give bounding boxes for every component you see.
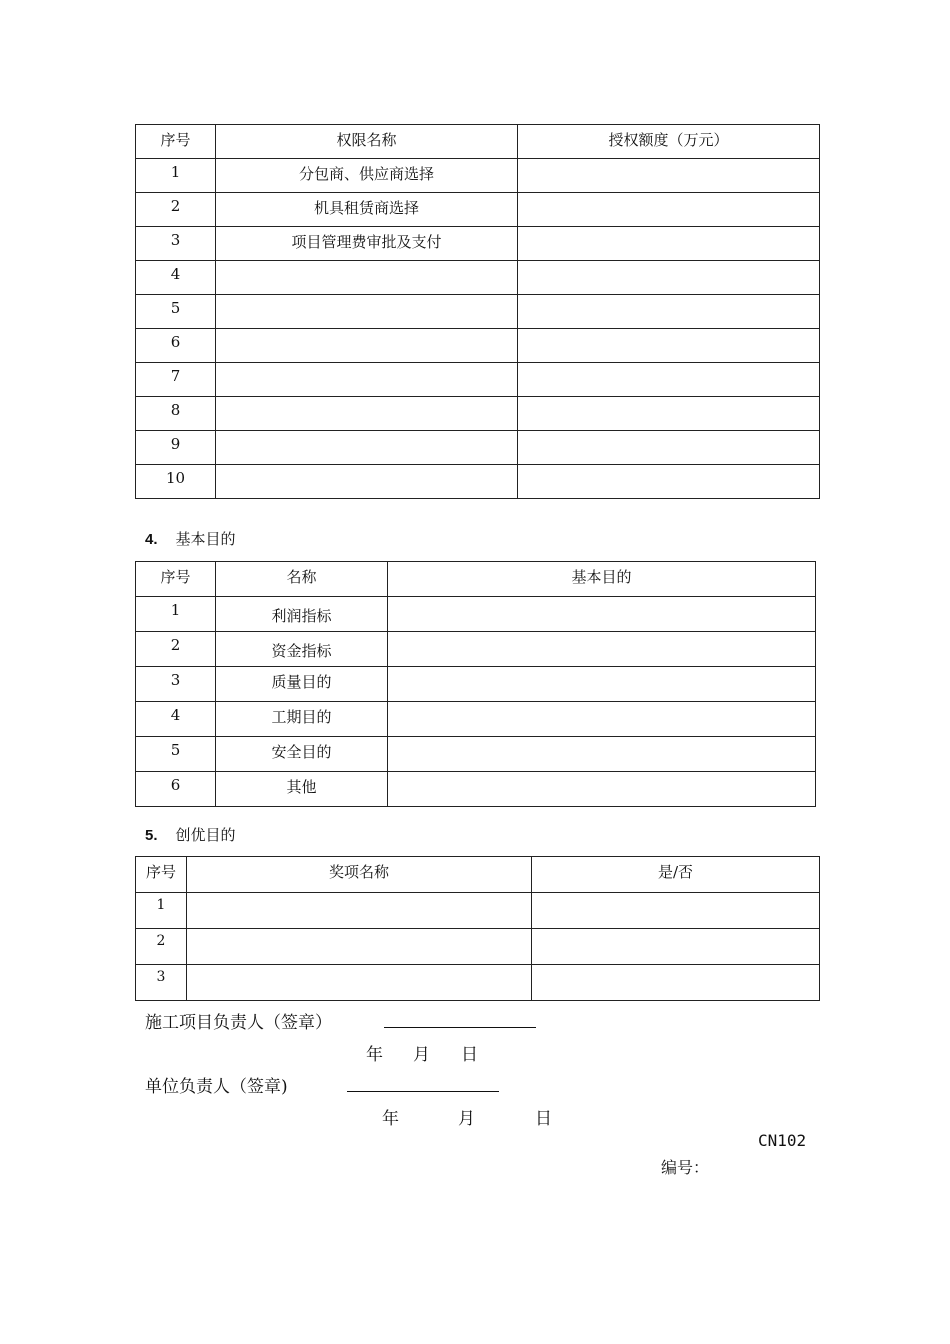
table-row xyxy=(136,772,816,807)
table-header-row xyxy=(136,125,820,159)
authority-table xyxy=(135,124,820,499)
project-lead-date-month: 月 xyxy=(413,1045,430,1065)
cell-index: 1 xyxy=(136,893,187,929)
project-lead-signature-label: 施工项目负责人（签章） xyxy=(145,1013,332,1033)
cell-name: 工期目的 xyxy=(216,702,388,737)
project-lead-date-year: 年 xyxy=(366,1045,383,1065)
section-5-number: 5. xyxy=(145,827,158,844)
cell-amount[interactable] xyxy=(518,329,820,363)
cell-objective[interactable] xyxy=(388,597,816,632)
table-row xyxy=(136,159,820,193)
cell-name: 安全目的 xyxy=(216,737,388,772)
col-header-index: 序号 xyxy=(136,857,187,893)
cell-index: 4 xyxy=(136,702,216,737)
cell-index: 8 xyxy=(136,397,216,431)
cell-authority-name[interactable] xyxy=(216,363,518,397)
cell-index: 3 xyxy=(136,667,216,702)
cell-authority-name[interactable] xyxy=(216,329,518,363)
col-header-award-name: 奖项名称 xyxy=(187,857,532,893)
table-row xyxy=(136,295,820,329)
table-row xyxy=(136,261,820,295)
table-row xyxy=(136,632,816,667)
excellence-awards-table xyxy=(135,856,820,1001)
unit-lead-signature-label: 单位负责人（签章) xyxy=(145,1077,288,1097)
cell-index: 5 xyxy=(136,737,216,772)
cell-index: 3 xyxy=(136,965,187,1001)
cell-index: 6 xyxy=(136,329,216,363)
cell-yes-no[interactable] xyxy=(532,893,820,929)
cell-authority-name[interactable] xyxy=(216,261,518,295)
col-header-yes-no: 是/否 xyxy=(532,857,820,893)
cell-index: 2 xyxy=(136,632,216,667)
table-row xyxy=(136,431,820,465)
cell-authority-name: 机具租赁商选择 xyxy=(216,193,518,227)
table-row xyxy=(136,329,820,363)
cell-name: 质量目的 xyxy=(216,667,388,702)
serial-number-label: 编号： xyxy=(661,1158,710,1177)
cell-award-name[interactable] xyxy=(187,929,532,965)
cell-index: 7 xyxy=(136,363,216,397)
cell-name: 利润指标 xyxy=(216,597,388,632)
cell-objective[interactable] xyxy=(388,667,816,702)
unit-lead-date-month: 月 xyxy=(458,1109,475,1129)
table-row xyxy=(136,702,816,737)
cell-amount[interactable] xyxy=(518,193,820,227)
section-4-number: 4. xyxy=(145,531,158,548)
cell-amount[interactable] xyxy=(518,397,820,431)
col-header-authority-name: 权限名称 xyxy=(216,125,518,159)
cell-index: 1 xyxy=(136,597,216,632)
unit-lead-date-day: 日 xyxy=(535,1109,552,1129)
table-row xyxy=(136,397,820,431)
col-header-authorized-amount: 授权额度（万元） xyxy=(518,125,820,159)
cell-name: 其他 xyxy=(216,772,388,807)
table-header-row xyxy=(136,857,820,893)
form-code: CN102 xyxy=(758,1131,807,1150)
table-row xyxy=(136,597,816,632)
table-row xyxy=(136,363,820,397)
table-row xyxy=(136,929,820,965)
cell-objective[interactable] xyxy=(388,737,816,772)
cell-amount[interactable] xyxy=(518,363,820,397)
section-4-heading xyxy=(145,528,236,549)
section-4-title: 基本目的 xyxy=(175,530,236,548)
cell-objective[interactable] xyxy=(388,632,816,667)
section-5-heading xyxy=(145,824,236,845)
cell-authority-name: 分包商、供应商选择 xyxy=(216,159,518,193)
table-row xyxy=(136,737,816,772)
col-header-name: 名称 xyxy=(216,562,388,597)
cell-yes-no[interactable] xyxy=(532,965,820,1001)
cell-index: 9 xyxy=(136,431,216,465)
table-row xyxy=(136,893,820,929)
cell-index: 1 xyxy=(136,159,216,193)
cell-amount[interactable] xyxy=(518,431,820,465)
table-row xyxy=(136,465,820,499)
cell-amount[interactable] xyxy=(518,261,820,295)
cell-amount[interactable] xyxy=(518,159,820,193)
cell-objective[interactable] xyxy=(388,702,816,737)
table-header-row xyxy=(136,562,816,597)
cell-index: 4 xyxy=(136,261,216,295)
project-lead-date-day: 日 xyxy=(461,1045,478,1065)
project-lead-signature-line[interactable] xyxy=(384,1027,536,1028)
basic-objectives-table xyxy=(135,561,816,807)
cell-authority-name[interactable] xyxy=(216,465,518,499)
col-header-index: 序号 xyxy=(136,562,216,597)
cell-index: 2 xyxy=(136,193,216,227)
cell-objective[interactable] xyxy=(388,772,816,807)
cell-amount[interactable] xyxy=(518,295,820,329)
table-row xyxy=(136,227,820,261)
cell-authority-name: 项目管理费审批及支付 xyxy=(216,227,518,261)
cell-authority-name[interactable] xyxy=(216,295,518,329)
cell-index: 5 xyxy=(136,295,216,329)
cell-amount[interactable] xyxy=(518,227,820,261)
section-5-title: 创优目的 xyxy=(175,826,236,844)
cell-authority-name[interactable] xyxy=(216,431,518,465)
unit-lead-date-year: 年 xyxy=(382,1109,399,1129)
cell-index: 2 xyxy=(136,929,187,965)
cell-yes-no[interactable] xyxy=(532,929,820,965)
unit-lead-signature-line[interactable] xyxy=(347,1091,499,1092)
table-row xyxy=(136,193,820,227)
cell-amount[interactable] xyxy=(518,465,820,499)
cell-award-name[interactable] xyxy=(187,965,532,1001)
cell-index: 3 xyxy=(136,227,216,261)
table-row xyxy=(136,965,820,1001)
col-header-objective: 基本目的 xyxy=(388,562,816,597)
cell-award-name[interactable] xyxy=(187,893,532,929)
cell-index: 10 xyxy=(136,465,216,499)
cell-index: 6 xyxy=(136,772,216,807)
cell-name: 资金指标 xyxy=(216,632,388,667)
col-header-index: 序号 xyxy=(136,125,216,159)
cell-authority-name[interactable] xyxy=(216,397,518,431)
table-row xyxy=(136,667,816,702)
